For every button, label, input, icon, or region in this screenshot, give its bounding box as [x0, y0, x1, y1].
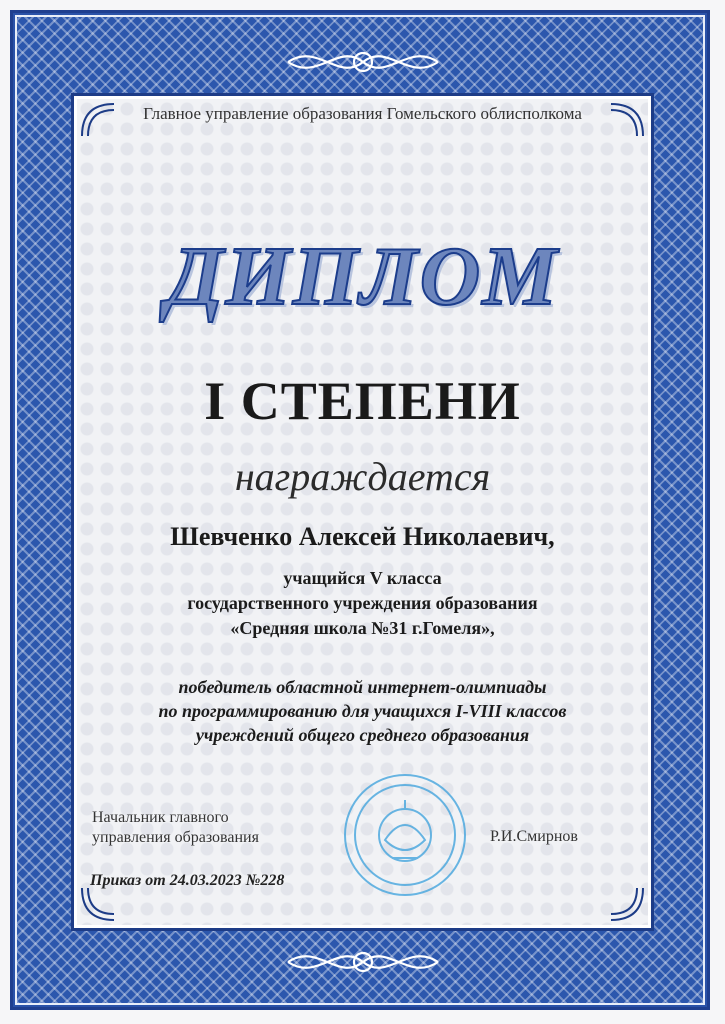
student-line: государственного учреждения образования	[187, 593, 538, 613]
student-line: «Средняя школа №31 г.Гомеля»,	[230, 618, 495, 638]
awarded-label: награждается	[234, 454, 491, 499]
signatory-name: Р.И.Смирнов	[490, 828, 578, 845]
corner-ornament-icon	[80, 886, 116, 922]
signatory-position-line: Начальник главного	[92, 809, 229, 826]
signatory-position	[92, 808, 259, 848]
achievement-line: победитель областной интернет-олимпиады	[178, 677, 547, 697]
signatory-position-line: управления образования	[92, 829, 259, 846]
student-line: учащийся V класса	[283, 568, 442, 588]
bottom-ornament-icon	[278, 940, 448, 984]
order-reference: Приказ от 24.03.2023 №228	[90, 872, 285, 889]
degree-title: I СТЕПЕНИ	[204, 371, 521, 431]
top-ornament-icon	[278, 40, 448, 84]
recipient-name: Шевченко Алексей Николаевич,	[170, 522, 555, 551]
diploma-title: ДИПЛОМ	[165, 230, 560, 323]
student-info	[0, 566, 725, 641]
achievement-info	[0, 675, 725, 747]
achievement-line: учреждений общего среднего образования	[195, 725, 530, 745]
corner-ornament-icon	[609, 886, 645, 922]
official-stamp-icon	[340, 770, 470, 900]
issuer-header: Главное управление образования Гомельского облисполкома	[143, 104, 582, 123]
achievement-line: по программированию для учащихся I-VIII классов	[158, 701, 567, 721]
